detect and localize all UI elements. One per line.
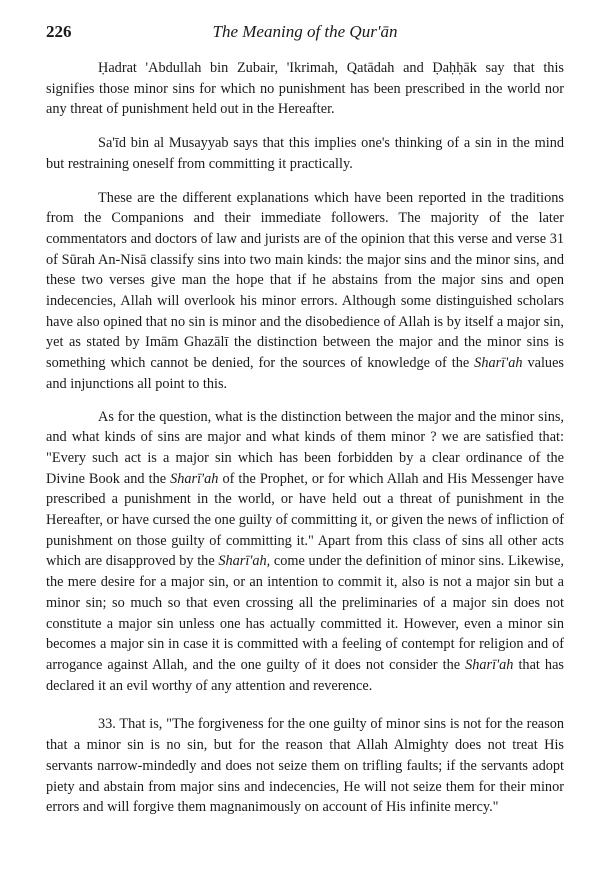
italic-term: Sharī'ah (465, 656, 514, 673)
paragraph-4 (46, 407, 564, 697)
paragraph-text: that has declared it an evil worthy of any attention and reverence. (46, 656, 564, 694)
paragraph-text: 33. That is, "The forgiveness for the one guilty of minor sins is not for the reason that a minor sin is no sin, but for the reason that Allah Almighty does not treat His servants narrow-mindedly and does not seize them on trifling faults; if the servants adopt piety and abstain from major sins and indecencies, He will not seize them for their minor errors and will forgive them magnanimously on account of His infinite mercy." (46, 716, 564, 816)
paragraph-2 (46, 133, 564, 174)
paragraph-text: come under the definition of minor sins. Likewise, the mere desire for a major sin, or an intention to commit it, also is not a major sin but a minor sin; so much so that even crossing all the preliminaries of a major sin does not constitute a major sin unless one has actually committed it. However, even a minor sin becomes a major sin in case it is committed with a feeling of contempt for religion and of arrogance against Allah, and the one guilty of it does not consider the (46, 553, 564, 673)
running-title: The Meaning of the Qur'ān (212, 22, 398, 41)
paragraph-3 (46, 188, 564, 395)
italic-term: Sharī'ah, (218, 553, 271, 570)
paragraph-text: of the Prophet, or for which Allah and His Messenger have prescribed a punishment in the world, or have held out a threat of punishment in the Hereafter, or have cursed the one guilty of committing it, or given the news of infliction of punishment on those guilty of committing it." Apart from this class of sins all other acts which are disapproved by the (46, 470, 564, 570)
paragraph-text: These are the different explanations which have been reported in the traditions from the Companions and their immediate followers. The majority of the later commentators and doctors of law and jurists are of the opinion that this verse and verse 31 of Sūrah An-Nisā classify sins into two main kinds: the major sins and the minor sins, and these two verses give man the hope that if he abstains from the major sins and open indecencies, Allah will overlook his minor errors. Although some distinguished scholars have also opined that no sin is minor and the disobedience of Allah is by itself a major sin, yet as stated by Imām Ghazālī the distinction between the major and the minor sins is something which cannot be denied, for the sources of knowledge of the (46, 189, 564, 372)
italic-term: Sharī'ah (170, 470, 219, 487)
paragraph-1 (46, 58, 564, 120)
page-number: 226 (46, 22, 72, 41)
paragraph-text: Sa'īd bin al Musayyab says that this implies one's thinking of a sin in the mind but restraining oneself from committing it practically. (46, 135, 564, 172)
page-body (46, 58, 564, 818)
footnote-33 (46, 714, 564, 818)
paragraph-text: values and injunctions all point to this. (46, 355, 564, 392)
paragraph-text: Ḥadrat 'Abdullah bin Zubair, 'Ikrimah, Qatādah and Ḍaḥḥāk say that this signifies those minor sins for which no punishment has been prescribed in the world nor any threat of punishment held out in the Hereafter. (46, 60, 564, 118)
page-header (46, 22, 564, 50)
paragraph-text: As for the question, what is the distinction between the major and the minor sins, and what kinds of sins are major and what kinds of them minor ? we are satisfied that: "Every such act is a major sin which has been forbidden by a clear ordinance of the Divine Book and the (46, 408, 564, 487)
italic-term: Sharī'ah (474, 355, 523, 372)
